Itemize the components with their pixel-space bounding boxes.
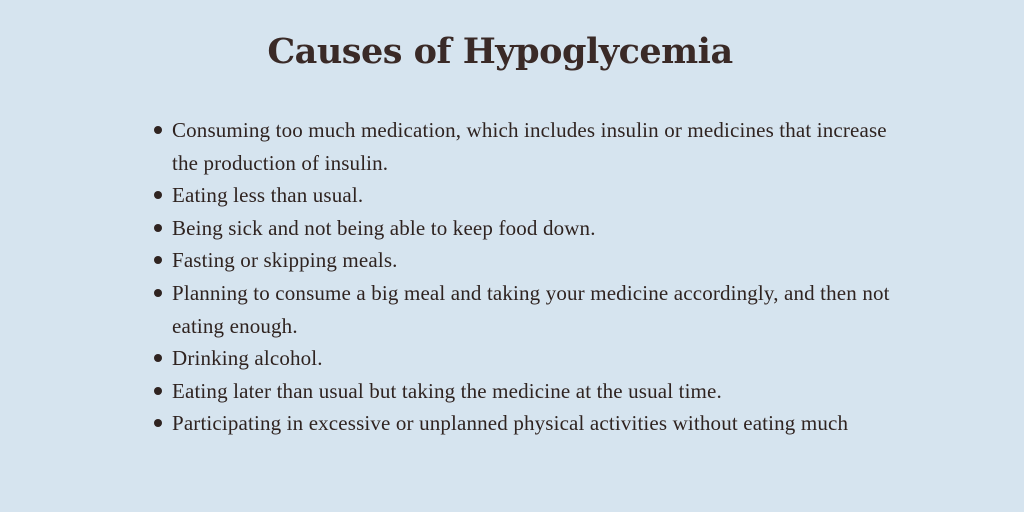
bullet-icon <box>154 354 162 362</box>
list-item <box>150 179 890 212</box>
list-item <box>150 277 890 342</box>
list-item-text: Drinking alcohol. <box>172 346 323 371</box>
list-item-text: Consuming too much medication, which includes insulin or medicines that increase the production of insulin. <box>172 118 887 175</box>
list-item-text: Eating less than usual. <box>172 183 364 208</box>
bullet-icon <box>154 224 162 232</box>
list-item-text: Being sick and not being able to keep food down. <box>172 215 596 240</box>
list-item-text: Eating later than usual but taking the medicine at the usual time. <box>172 378 722 403</box>
list-item-text: Planning to consume a big meal and taking your medicine accordingly, and then not eating enough. <box>172 280 890 338</box>
list-item <box>150 342 890 375</box>
list-item <box>150 375 890 408</box>
bullet-icon <box>154 419 162 427</box>
page-title: Causes of Hypoglycemia <box>267 31 733 72</box>
bullet-icon <box>154 256 162 264</box>
bullet-icon <box>154 191 162 199</box>
list-item <box>150 114 890 179</box>
bullet-icon <box>154 126 162 134</box>
list-item-text: Participating in excessive or unplanned physical activities without eating much <box>172 411 849 436</box>
list-item <box>150 407 890 440</box>
bullet-icon <box>154 289 162 297</box>
list-item-text: Fasting or skipping meals. <box>172 248 398 273</box>
causes-list <box>150 114 890 440</box>
list-item <box>150 244 890 277</box>
list-item <box>150 212 890 245</box>
bullet-icon <box>154 387 162 395</box>
